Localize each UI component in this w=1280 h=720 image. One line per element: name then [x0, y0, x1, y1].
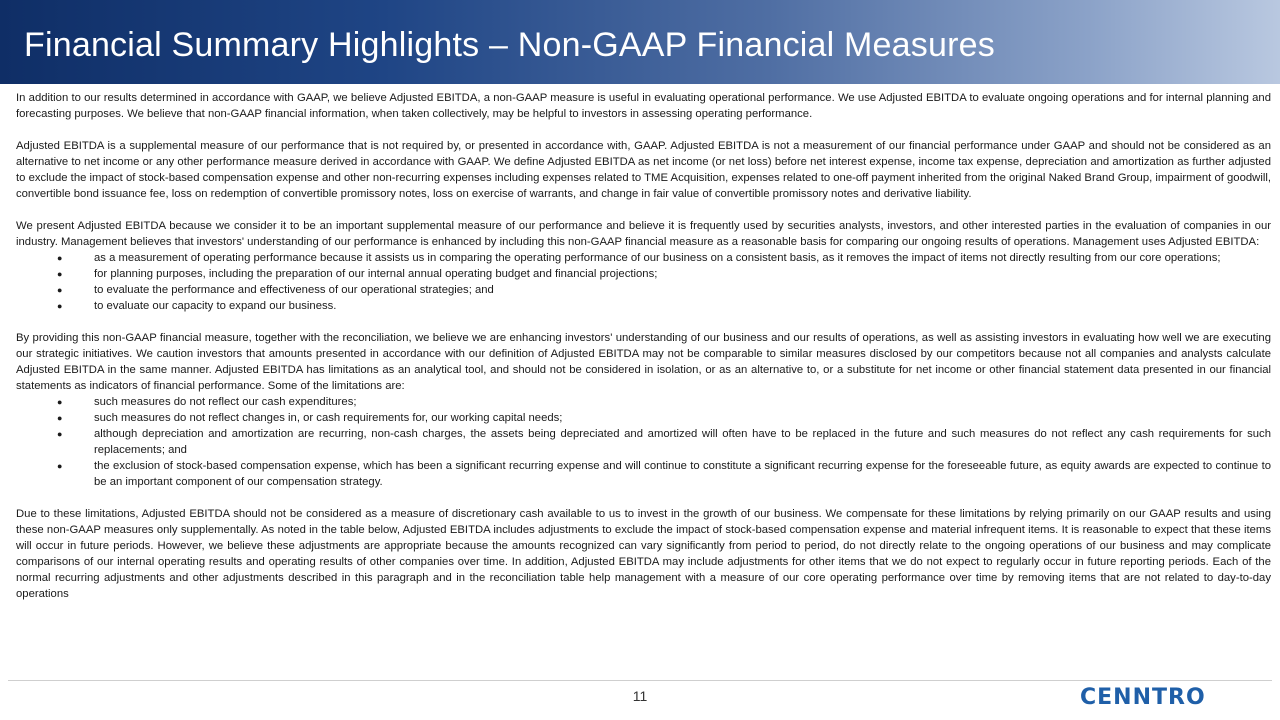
bullet-icon: ●: [57, 429, 63, 439]
paragraph-purpose: We present Adjusted EBITDA because we consider it to be an important supplemental measure of our performance and believe it is frequently used by securities analysts, investors, and other interested parties in the evaluation of companies in our industry. Management believes that investors' understanding of our performance is enhanced by including this non-GAAP financial measure as a reasonable basis for comparing our ongoing results of operations. Management uses Adjusted EBITDA:: [16, 220, 1271, 248]
page-title: Financial Summary Highlights – Non-GAAP Financial Measures: [24, 26, 995, 64]
list-item: ● to evaluate the performance and effectiveness of our operational strategies; and: [57, 284, 494, 296]
body-text: [16, 90, 1271, 618]
cenntro-logo: CENNTRO: [1080, 685, 1206, 710]
list-item: ● as a measurement of operating performance because it assists us in comparing the operating performance of our business on a consistent basis, as it removes the impact of items not directly resulting from our core operations;: [57, 252, 1221, 264]
paragraph-definition: Adjusted EBITDA is a supplemental measure of our performance that is not required by, or presented in accordance with, GAAP. Adjusted EBITDA is not a measurement of our financial performance under GAAP and should not be considered as an alternative to net income or any other performance measure derived in accordance with GAAP. We define Adjusted EBITDA as net income (or net loss) before net interest expense, income tax expense, depreciation and amortization as further adjusted to exclude the impact of stock-based compensation expense and other non-recurring expenses including expenses related to TME Acquisition, expenses related to one-off payment inherited from the original Naked Brand Group, impairment of goodwill, convertible bond issuance fee, loss on redemption of convertible promissory notes, loss on exercise of warrants, and change in fair value of convertible promissory notes and derivative liability.: [16, 140, 1271, 200]
page-number: 11: [632, 688, 648, 704]
limitations-list: [16, 394, 1271, 490]
bullet-icon: ●: [57, 397, 63, 407]
list-item: ● to evaluate our capacity to expand our business.: [57, 300, 337, 312]
bullet-icon: ●: [57, 461, 63, 471]
bullet-icon: ●: [57, 301, 63, 311]
bullet-icon: ●: [57, 413, 63, 423]
uses-list: [16, 250, 1271, 314]
title-banner: [0, 0, 1280, 84]
list-item: ● such measures do not reflect our cash expenditures;: [57, 396, 357, 408]
bullet-icon: ●: [57, 253, 63, 263]
list-item: ● such measures do not reflect changes in, or cash requirements for, our working capital needs;: [57, 412, 563, 424]
list-item: ● although depreciation and amortization are recurring, non-cash charges, the assets being depreciated and amortized will often have to be replaced in the future and such measures do not reflect any cash requirements for such replacements; and: [57, 428, 1271, 456]
bullet-icon: ●: [57, 269, 63, 279]
list-item: ● the exclusion of stock-based compensation expense, which has been a significant recurring expense and will continue to constitute a significant recurring expense for the foreseeable future, as equity awards are expected to continue to be an important component of our compensation strategy.: [57, 460, 1271, 488]
list-item: ● for planning purposes, including the preparation of our internal annual operating budget and financial projections;: [57, 268, 658, 280]
bullet-icon: ●: [57, 285, 63, 295]
paragraph-limitations-summary: Due to these limitations, Adjusted EBITDA should not be considered as a measure of discretionary cash available to us to invest in the growth of our business. We compensate for these limitations by relying primarily on our GAAP results and using these non-GAAP measures only supplementally. As noted in the table below, Adjusted EBITDA includes adjustments to exclude the impact of stock-based compensation expense and material infrequent items. It is reasonable to expect that these items will occur in future periods. However, we believe these adjustments are appropriate because the amounts recognized can vary significantly from period to period, do not directly relate to the ongoing operations of our business and may complicate comparisons of our internal operating results and operating results of other companies over time. In addition, Adjusted EBITDA may include adjustments for other items that we do not expect to regularly occur in future reporting periods. Each of the normal recurring adjustments and other adjustments described in this paragraph and in the reconciliation table help management with a measure of our core operating performance over time by removing items that are not related to day-to-day operations: [16, 508, 1271, 600]
paragraph-reconciliation: By providing this non-GAAP financial measure, together with the reconciliation, we believe we are enhancing investors' understanding of our business and our results of operations, as well as assisting investors in evaluating how well we are executing our strategic initiatives. We caution investors that amounts presented in accordance with our definition of Adjusted EBITDA may not be comparable to similar measures disclosed by our competitors because not all companies and analysts calculate Adjusted EBITDA in the same manner. Adjusted EBITDA has limitations as an analytical tool, and should not be considered in isolation, or as an alternative to, or a substitute for net income or other financial statement data presented in our financial statements as indicators of financial performance. Some of the limitations are:: [16, 332, 1271, 392]
footer-divider: [8, 680, 1272, 681]
paragraph-intro: In addition to our results determined in accordance with GAAP, we believe Adjusted EBITDA, a non-GAAP measure is useful in evaluating operational performance. We use Adjusted EBITDA to evaluate ongoing operations and for internal planning and forecasting purposes. We believe that non-GAAP financial information, when taken collectively, may be helpful to investors in assessing operating performance.: [16, 92, 1271, 120]
